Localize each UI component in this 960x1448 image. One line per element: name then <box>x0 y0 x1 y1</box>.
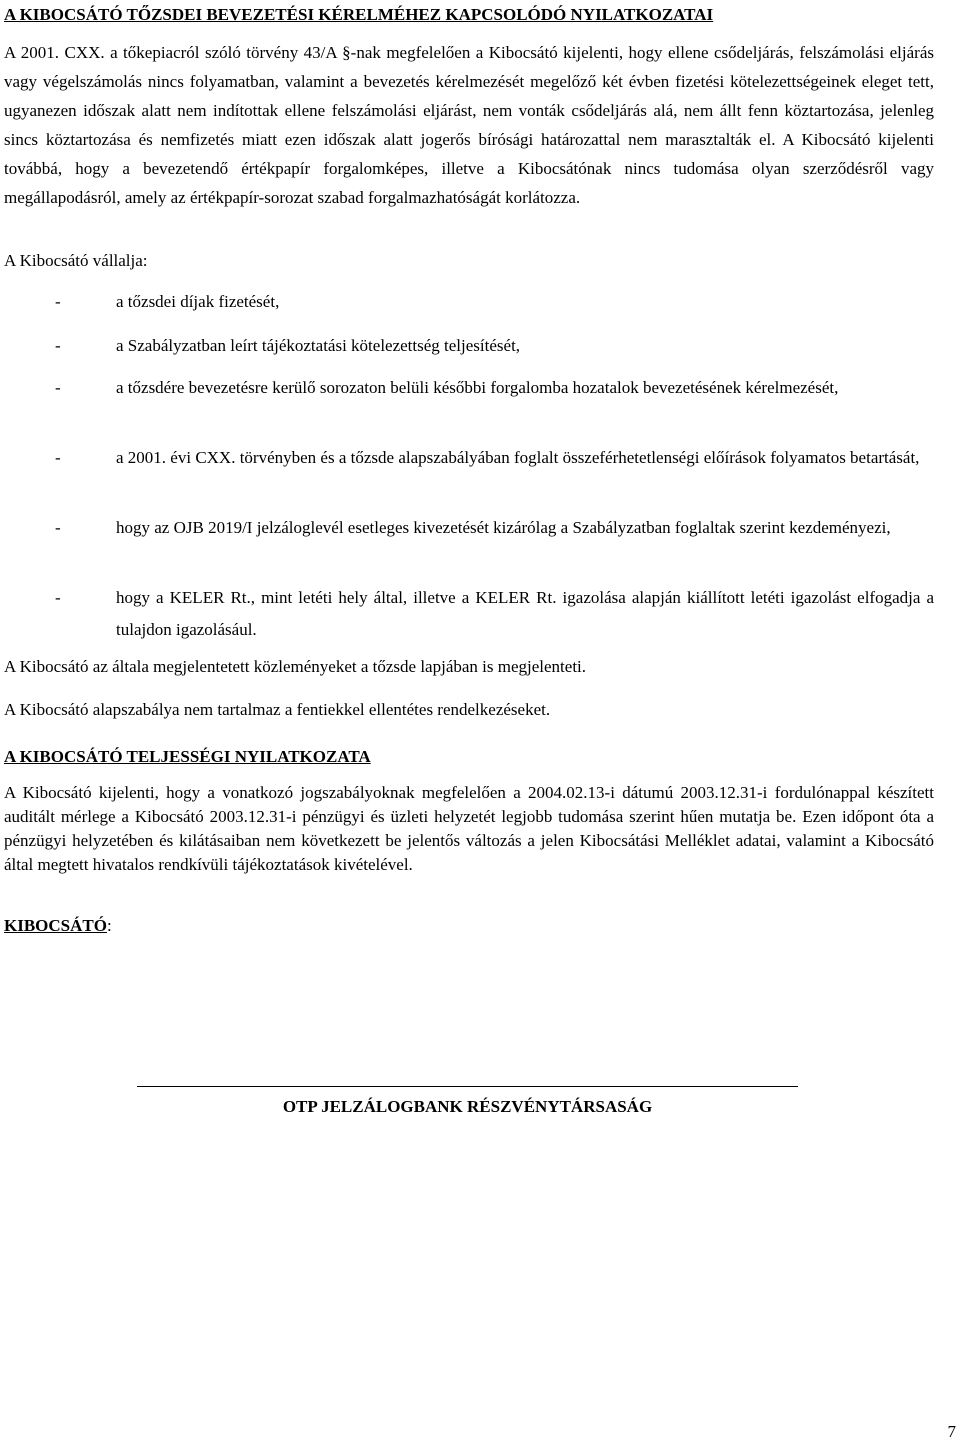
list-dash: - <box>55 292 61 311</box>
undertakes-intro: A Kibocsátó vállalja: <box>4 251 148 270</box>
list-item-text: a Szabályzatban leírt tájékoztatási kötelezettség teljesítését, <box>116 336 521 355</box>
list-dash: - <box>55 336 61 355</box>
completeness-paragraph: A Kibocsátó kijelenti, hogy a vonatkozó jogszabályoknak megfelelően a 2004.02.13-i dátumú 2003.12.31-i fordulónappal készített auditált mérlege a Kibocsátó 2003.12.31-i pénzügyi és üzleti helyzetét legjobb tudomása szerint hűen mutatja be. Ezen időpont óta a pénzügyi helyzetében és kilátásaiban nem következett be jelentős változás a jelen Kibocsátási Melléklet adatai, valamint a Kibocsátó által megtett hivatalos rendkívüli tájékoztatások kivételével. <box>4 783 934 874</box>
list-dash: - <box>55 518 61 537</box>
articles-statement: A Kibocsátó alapszabálya nem tartalmaz a fentiekkel ellentétes rendelkezéseket. <box>4 700 551 719</box>
legal-compliance-paragraph: A 2001. CXX. a tőkepiacról szóló törvény 43/A §-nak megfelelően a Kibocsátó kijelenti, hogy ellene csődeljárás, felszámolási eljárás vagy végelszámolás nincs folyamatban, valamint a bevezetés kérelmezését megelőző két évben fizetési kötelezettségeinek eleget tett, ugyanezen időszak alatt nem indítottak ellene felszámolási eljárást, nem vonták csődeljárás alá, nem állt fenn köztartozása, jelenleg sincs köztartozása és nemfizetés miatt ezen időszak alatt jogerős bírósági határozattal nem marasztalták el. A Kibocsátó kijelenti továbbá, hogy a bevezetendő értékpapír forgalomképes, illetve a Kibocsátónak nincs tudomása olyan szerződésről vagy megállapodásról, amely az értékpapír-sorozat szabad forgalmazhatóságát korlátozza. <box>4 43 934 207</box>
list-item-text: a tőzsdei díjak fizetését, <box>116 292 280 311</box>
list-item-text: a tőzsdére bevezetésre kerülő sorozaton belüli későbbi forgalomba hozatalok bevezetésének kérelmezését, <box>116 378 839 397</box>
list-item-text: hogy az OJB 2019/I jelzáloglevél esetleges kivezetését kizárólag a Szabályzatban foglaltak szerint kezdeményezi, <box>116 518 891 537</box>
list-dash: - <box>55 378 61 397</box>
signatory-company: OTP JELZÁLOGBANK RÉSZVÉNYTÁRSASÁG <box>282 1097 653 1116</box>
issuer-label-colon: : <box>106 916 112 935</box>
publication-statement: A Kibocsátó az általa megjelentetett közleményeket a tőzsde lapjában is megjelenteti. <box>4 657 587 676</box>
list-dash: - <box>55 588 61 607</box>
list-item-text: a 2001. évi CXX. törvényben és a tőzsde alapszabályában foglalt összeférhetetlenségi előírások folyamatos betartását, <box>116 448 920 467</box>
issuer-label: KIBOCSÁTÓ <box>4 916 107 935</box>
signature-line <box>137 1086 798 1087</box>
list-item-text: hogy a KELER Rt., mint letéti hely által, illetve a KELER Rt. igazolása alapján kiállított letéti igazolást elfogadja a tulajdon igazolásául. <box>116 588 934 639</box>
list-dash: - <box>55 448 61 467</box>
issuer-label-line <box>4 914 112 938</box>
page-number: 7 <box>947 1422 956 1441</box>
section-heading-listing-declarations: A KIBOCSÁTÓ TŐZSDEI BEVEZETÉSI KÉRELMÉHEZ KAPCSOLÓDÓ NYILATKOZATAI <box>4 5 714 24</box>
section-heading-completeness-declaration: A KIBOCSÁTÓ TELJESSÉGI NYILATKOZATA <box>4 747 371 766</box>
